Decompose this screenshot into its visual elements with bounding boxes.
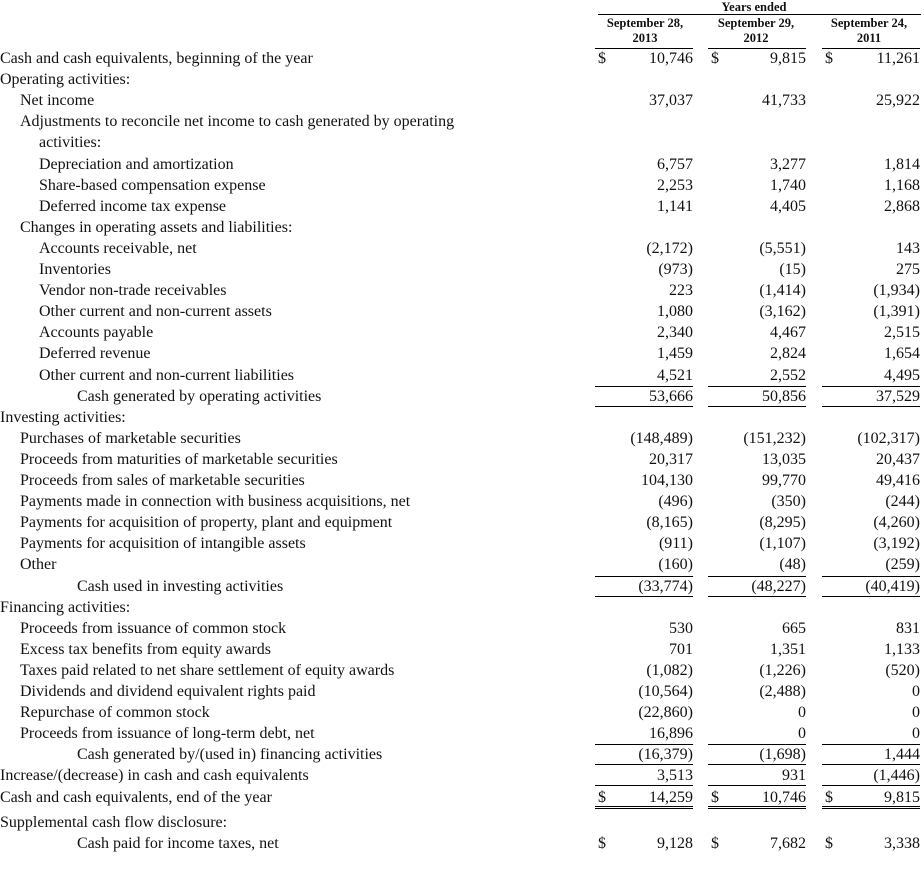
statement-row xyxy=(0,259,924,280)
value-text: 4,495 xyxy=(884,366,920,384)
column-header-line2: 2013 xyxy=(632,31,658,45)
value-text: (1,934) xyxy=(873,282,920,300)
column-header-line2: 2012 xyxy=(743,31,769,45)
value-text: 0 xyxy=(912,704,920,722)
column-header-2013 xyxy=(593,16,697,46)
value-text: 6,757 xyxy=(657,155,693,173)
statement-row xyxy=(0,132,924,153)
value-cell xyxy=(598,90,693,111)
value-cell xyxy=(598,365,693,386)
statement-row xyxy=(0,744,924,765)
row-label: Proceeds from issuance of long-term debt, net xyxy=(20,725,315,743)
row-label: Payments for acquisition of intangible assets xyxy=(20,535,306,553)
statement-row xyxy=(0,280,924,301)
double-rule-bottom xyxy=(822,806,920,809)
value-text: (2,488) xyxy=(759,683,806,700)
row-label: Other current and non-current liabilities xyxy=(39,366,295,384)
statement-row xyxy=(0,512,924,533)
value-text: 1,141 xyxy=(657,197,693,215)
value-text: 2,253 xyxy=(657,176,693,194)
statement-row xyxy=(0,69,924,90)
row-label: Cash used in investing activities xyxy=(77,577,284,595)
dollar-sign: $ xyxy=(598,788,606,806)
value-text: 20,317 xyxy=(649,450,693,468)
row-label: Purchases of marketable securities xyxy=(20,429,241,447)
value-cell xyxy=(598,639,693,660)
dollar-sign: $ xyxy=(711,834,719,852)
rule-top xyxy=(708,576,806,577)
value-cell xyxy=(711,765,806,786)
value-text: 831 xyxy=(896,619,920,637)
dollar-sign: $ xyxy=(598,834,606,852)
value-text: 931 xyxy=(782,767,806,785)
value-cell xyxy=(825,196,920,217)
statement-row xyxy=(0,111,924,132)
value-cell xyxy=(711,175,806,196)
statement-row xyxy=(0,428,924,449)
value-text: (350) xyxy=(771,493,806,511)
value-text: 49,416 xyxy=(876,472,920,489)
value-cell xyxy=(598,428,693,449)
value-text: (4,260) xyxy=(873,514,920,532)
statement-row xyxy=(0,681,924,702)
value-cell xyxy=(711,787,806,808)
value-text: 14,259 xyxy=(649,788,693,806)
value-text: (1,082) xyxy=(646,661,693,679)
row-label: Excess tax benefits from equity awards xyxy=(20,640,272,658)
row-label: Proceeds from maturities of marketable securities xyxy=(20,450,338,468)
row-label: Cash and cash equivalents, beginning of the year xyxy=(0,50,313,67)
value-cell xyxy=(825,175,920,196)
row-label: Vendor non-trade receivables xyxy=(39,282,227,300)
value-cell xyxy=(711,48,806,69)
statement-row xyxy=(0,407,924,428)
statement-row xyxy=(0,175,924,196)
value-text: 143 xyxy=(896,239,920,257)
statement-row xyxy=(0,576,924,597)
value-text: (3,192) xyxy=(873,535,920,553)
value-cell xyxy=(711,196,806,217)
value-text: (16,379) xyxy=(638,746,693,764)
value-cell xyxy=(598,343,693,364)
value-cell xyxy=(711,744,806,765)
value-cell xyxy=(825,512,920,533)
value-text: 530 xyxy=(669,619,693,637)
value-cell xyxy=(711,238,806,259)
value-cell xyxy=(598,744,693,765)
value-cell xyxy=(598,386,693,407)
row-label: Changes in operating assets and liabilities: xyxy=(20,218,293,236)
row-label: Deferred revenue xyxy=(39,345,151,363)
value-cell xyxy=(825,533,920,554)
value-text: (3,162) xyxy=(759,303,806,321)
row-label: Dividends and dividend equivalent rights paid xyxy=(20,683,316,700)
value-cell xyxy=(711,512,806,533)
statement-row xyxy=(0,765,924,786)
rule-top xyxy=(595,386,693,387)
value-cell xyxy=(825,449,920,470)
row-label: Cash generated by/(used in) financing activities xyxy=(77,746,383,764)
dollar-sign: $ xyxy=(825,834,833,852)
value-text: (160) xyxy=(658,556,693,574)
value-cell xyxy=(825,744,920,765)
double-rule-bottom xyxy=(708,806,806,809)
value-text: (973) xyxy=(658,261,693,278)
value-text: (8,165) xyxy=(646,514,693,532)
statement-row xyxy=(0,343,924,364)
value-cell xyxy=(711,322,806,343)
value-cell xyxy=(598,491,693,512)
value-cell xyxy=(825,238,920,259)
value-text: 1,654 xyxy=(884,345,920,363)
value-text: (151,232) xyxy=(743,429,806,447)
statement-row xyxy=(0,554,924,575)
value-cell xyxy=(598,238,693,259)
rule-top xyxy=(822,48,920,49)
value-cell xyxy=(711,681,806,702)
value-text: 223 xyxy=(669,282,693,300)
value-text: 2,340 xyxy=(657,324,693,342)
statement-row xyxy=(0,660,924,681)
value-text: (10,564) xyxy=(638,683,693,700)
value-cell xyxy=(598,449,693,470)
value-text: 50,856 xyxy=(762,387,806,405)
value-cell xyxy=(825,470,920,491)
value-text: (22,860) xyxy=(638,704,693,722)
rule-top xyxy=(595,576,693,577)
value-text: 41,733 xyxy=(762,92,806,110)
row-label: Financing activities: xyxy=(0,598,131,616)
value-text: 25,922 xyxy=(876,92,920,110)
dollar-sign: $ xyxy=(598,50,606,67)
value-cell xyxy=(598,470,693,491)
dollar-sign: $ xyxy=(711,50,719,67)
value-text: 0 xyxy=(912,683,920,700)
statement-row xyxy=(0,238,924,259)
value-text: (1,391) xyxy=(873,303,920,321)
value-cell xyxy=(598,554,693,575)
value-cell xyxy=(825,491,920,512)
value-cell xyxy=(598,618,693,639)
value-text: 1,444 xyxy=(884,746,920,764)
row-label: Operating activities: xyxy=(0,71,131,89)
value-text: (1,226) xyxy=(759,661,806,679)
row-label: Adjustments to reconcile net income to cash generated by operating xyxy=(20,113,455,131)
value-text: (48) xyxy=(779,556,806,574)
value-text: 11,261 xyxy=(876,50,920,67)
value-cell xyxy=(711,343,806,364)
value-cell xyxy=(711,833,806,854)
value-cell xyxy=(711,90,806,111)
rule-top xyxy=(595,744,693,745)
value-text: 9,815 xyxy=(770,50,806,67)
value-cell xyxy=(598,175,693,196)
value-cell xyxy=(825,660,920,681)
row-label: Share-based compensation expense xyxy=(39,176,266,194)
value-cell xyxy=(825,765,920,786)
value-cell xyxy=(825,787,920,808)
rule-top xyxy=(708,386,806,387)
value-cell xyxy=(711,259,806,280)
value-cell xyxy=(825,322,920,343)
value-cell xyxy=(711,554,806,575)
value-text: (1,414) xyxy=(759,282,806,300)
value-text: 10,746 xyxy=(762,788,806,806)
value-text: 4,467 xyxy=(770,324,806,342)
value-text: 10,746 xyxy=(649,50,693,67)
value-text: (259) xyxy=(885,556,920,574)
value-cell xyxy=(711,280,806,301)
value-text: (1,107) xyxy=(759,535,806,553)
value-text: 0 xyxy=(798,704,806,722)
column-header-2012 xyxy=(704,16,808,46)
column-header-line2: 2011 xyxy=(856,31,882,45)
row-label: Inventories xyxy=(39,261,111,278)
years-ended-underline xyxy=(598,14,921,15)
statement-row xyxy=(0,812,924,833)
value-text: 1,740 xyxy=(770,176,806,194)
value-text: 1,168 xyxy=(884,176,920,194)
statement-row xyxy=(0,196,924,217)
value-text: (5,551) xyxy=(759,239,806,257)
value-text: 1,814 xyxy=(884,155,920,173)
value-cell xyxy=(598,259,693,280)
value-text: 2,824 xyxy=(770,345,806,363)
value-cell xyxy=(598,154,693,175)
statement-row xyxy=(0,533,924,554)
value-cell xyxy=(598,765,693,786)
row-label: Repurchase of common stock xyxy=(20,704,210,722)
value-cell xyxy=(711,386,806,407)
value-cell xyxy=(598,833,693,854)
value-text: 13,035 xyxy=(762,450,806,468)
statement-row xyxy=(0,618,924,639)
value-cell xyxy=(825,554,920,575)
dollar-sign: $ xyxy=(825,50,833,67)
value-text: (102,317) xyxy=(857,429,920,447)
value-text: (148,489) xyxy=(630,429,693,447)
value-cell xyxy=(598,787,693,808)
value-text: 9,815 xyxy=(884,788,920,806)
value-cell xyxy=(598,301,693,322)
years-ended-header: Years ended xyxy=(721,0,787,14)
value-cell xyxy=(598,512,693,533)
statement-row xyxy=(0,470,924,491)
statement-row xyxy=(0,833,924,854)
row-label: Cash paid for income taxes, net xyxy=(77,834,279,852)
value-cell xyxy=(825,723,920,744)
value-cell xyxy=(711,470,806,491)
row-label: Proceeds from issuance of common stock xyxy=(20,619,287,637)
value-cell xyxy=(825,90,920,111)
statement-row xyxy=(0,365,924,386)
value-text: (8,295) xyxy=(759,514,806,532)
value-text: (48,227) xyxy=(751,577,806,595)
value-cell xyxy=(825,702,920,723)
value-text: 4,405 xyxy=(770,197,806,215)
dollar-sign: $ xyxy=(711,788,719,806)
rule-top xyxy=(708,744,806,745)
value-cell xyxy=(825,639,920,660)
value-text: 0 xyxy=(798,725,806,743)
rule-top xyxy=(822,386,920,387)
value-cell xyxy=(825,301,920,322)
value-text: 2,868 xyxy=(884,197,920,215)
statement-row xyxy=(0,322,924,343)
value-text: 2,515 xyxy=(884,324,920,342)
value-text: 37,529 xyxy=(876,387,920,405)
value-cell xyxy=(711,301,806,322)
column-header-line1: September 28, xyxy=(606,16,684,30)
row-label: Supplemental cash flow disclosure: xyxy=(0,813,228,831)
value-text: 3,513 xyxy=(657,767,693,785)
value-cell xyxy=(711,365,806,386)
value-text: 701 xyxy=(669,640,693,658)
value-text: 0 xyxy=(912,725,920,743)
value-cell xyxy=(711,723,806,744)
row-label: Other xyxy=(20,556,57,574)
value-text: (33,774) xyxy=(638,577,693,595)
column-header-line1: September 24, xyxy=(830,16,908,30)
value-text: (1,446) xyxy=(873,767,920,785)
value-text: 1,080 xyxy=(657,303,693,321)
statement-row xyxy=(0,787,924,808)
value-cell xyxy=(711,154,806,175)
statement-row xyxy=(0,90,924,111)
value-cell xyxy=(825,343,920,364)
value-cell xyxy=(825,386,920,407)
row-label: Cash and cash equivalents, end of the year xyxy=(0,788,272,806)
value-text: (244) xyxy=(885,493,920,511)
value-cell xyxy=(711,660,806,681)
row-label: Increase/(decrease) in cash and cash equivalents xyxy=(0,767,309,785)
rule-top xyxy=(822,744,920,745)
value-text: 4,521 xyxy=(657,366,693,384)
row-label: Accounts payable xyxy=(39,324,154,342)
value-cell xyxy=(711,428,806,449)
value-text: (40,419) xyxy=(865,577,920,595)
value-cell xyxy=(598,48,693,69)
double-rule-bottom xyxy=(595,806,693,809)
row-label: Depreciation and amortization xyxy=(39,155,234,173)
value-cell xyxy=(825,833,920,854)
rule-top xyxy=(595,48,693,49)
statement-row xyxy=(0,597,924,618)
row-label: Taxes paid related to net share settlement of equity awards xyxy=(20,661,395,679)
value-text: 275 xyxy=(896,261,920,278)
value-cell xyxy=(825,681,920,702)
value-cell xyxy=(825,280,920,301)
value-cell xyxy=(598,533,693,554)
value-text: 37,037 xyxy=(649,92,693,110)
value-text: 3,277 xyxy=(770,155,806,173)
column-header-line1: September 29, xyxy=(717,16,795,30)
statement-row xyxy=(0,48,924,69)
value-text: 665 xyxy=(782,619,806,637)
value-text: (1,698) xyxy=(759,746,806,764)
row-label: activities: xyxy=(39,134,102,152)
statement-row xyxy=(0,154,924,175)
value-text: 16,896 xyxy=(649,725,693,743)
value-text: 3,338 xyxy=(884,834,920,852)
statement-row xyxy=(0,449,924,470)
value-text: 2,552 xyxy=(770,366,806,384)
value-cell xyxy=(598,660,693,681)
statement-row xyxy=(0,386,924,407)
value-cell xyxy=(598,723,693,744)
statement-row xyxy=(0,217,924,238)
value-cell xyxy=(825,428,920,449)
value-cell xyxy=(825,576,920,597)
value-cell xyxy=(598,322,693,343)
statement-row xyxy=(0,702,924,723)
statement-row xyxy=(0,639,924,660)
value-cell xyxy=(598,576,693,597)
rule-top xyxy=(822,576,920,577)
row-label: Payments for acquisition of property, plant and equipment xyxy=(20,514,393,532)
value-cell xyxy=(825,365,920,386)
row-label: Proceeds from sales of marketable securities xyxy=(20,472,305,489)
value-text: 1,133 xyxy=(884,640,920,658)
value-text: 9,128 xyxy=(657,834,693,852)
value-text: (2,172) xyxy=(646,239,693,257)
value-text: 104,130 xyxy=(641,472,693,489)
row-label: Deferred income tax expense xyxy=(39,197,227,215)
value-cell xyxy=(825,154,920,175)
value-cell xyxy=(711,491,806,512)
value-cell xyxy=(711,576,806,597)
statement-row xyxy=(0,301,924,322)
row-label: Cash generated by operating activities xyxy=(77,387,322,405)
value-cell xyxy=(711,618,806,639)
column-header-2011 xyxy=(817,16,921,46)
value-text: 99,770 xyxy=(762,472,806,489)
value-text: 1,351 xyxy=(770,640,806,658)
value-cell xyxy=(825,259,920,280)
row-label: Accounts receivable, net xyxy=(39,239,197,257)
value-cell xyxy=(711,533,806,554)
value-cell xyxy=(598,681,693,702)
value-text: (520) xyxy=(885,661,920,679)
value-cell xyxy=(711,449,806,470)
value-cell xyxy=(711,639,806,660)
value-text: 1,459 xyxy=(657,345,693,363)
rule-top xyxy=(708,48,806,49)
value-text: 53,666 xyxy=(649,387,693,405)
row-label: Net income xyxy=(20,92,95,110)
value-cell xyxy=(598,702,693,723)
value-cell xyxy=(598,196,693,217)
value-cell xyxy=(825,618,920,639)
row-label: Payments made in connection with business acquisitions, net xyxy=(20,493,411,511)
row-label: Investing activities: xyxy=(0,408,126,426)
statement-row xyxy=(0,491,924,512)
value-text: (911) xyxy=(658,535,693,553)
value-cell xyxy=(711,702,806,723)
row-label: Other current and non-current assets xyxy=(39,303,272,321)
dollar-sign: $ xyxy=(825,788,833,806)
value-text: (496) xyxy=(658,493,693,511)
value-text: 20,437 xyxy=(876,450,920,468)
value-cell xyxy=(598,280,693,301)
value-text: 7,682 xyxy=(770,834,806,852)
value-text: (15) xyxy=(779,261,806,278)
statement-row xyxy=(0,723,924,744)
value-cell xyxy=(825,48,920,69)
